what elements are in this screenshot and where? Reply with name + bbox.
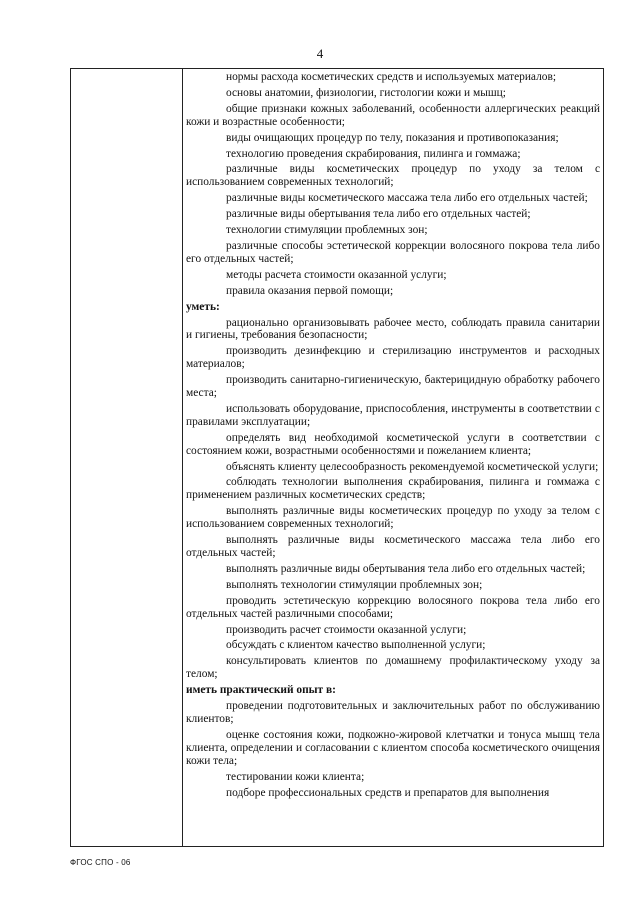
- page-number: 4: [316, 46, 324, 61]
- know-item: различные способы эстетической коррекции волосяного покрова тела либо его отдельных частей;: [186, 239, 600, 265]
- skills-item: выполнять различные виды косметических процедур по уходу за телом с использованием современных технологий;: [186, 505, 600, 531]
- know-item: основы анатомии, физиологии, гистологии кожи и мышц;: [226, 86, 506, 99]
- know-item: технологию проведения скрабирования, пилинга и гоммажа;: [226, 147, 521, 160]
- know-item: технологии стимуляции проблемных зон;: [226, 224, 428, 237]
- skills-item: определять вид необходимой косметической услуги в соответствии с состоянием кожи, возрастными особенностями и пожеланием клиента;: [186, 431, 600, 457]
- skills-item: соблюдать технологии выполнения скрабирования, пилинга и гоммажа с применением различных косметических средств;: [186, 476, 600, 502]
- skills-item: использовать оборудование, приспособления, инструменты в соответствии с правилами эксплуатации;: [186, 402, 600, 428]
- requirements-table: [70, 68, 604, 847]
- skills-heading: уметь:: [186, 300, 220, 313]
- know-item: различные виды косметических процедур по уходу за телом с использованием современных технологий;: [186, 163, 600, 189]
- know-item: виды очищающих процедур по телу, показания и противопоказания;: [226, 131, 559, 144]
- know-item: различные виды косметического массажа тела либо его отдельных частей;: [226, 192, 588, 205]
- know-item: различные виды обертывания тела либо его отдельных частей;: [226, 208, 531, 221]
- skills-list: [186, 317, 600, 682]
- skills-item: рационально организовывать рабочее место, соблюдать правила санитарии и гигиены, требования безопасности;: [186, 316, 600, 342]
- skills-item: выполнять технологии стимуляции проблемных зон;: [226, 578, 483, 591]
- know-item: нормы расхода косметических средств и используемых материалов;: [226, 71, 557, 83]
- skills-item: производить расчет стоимости оказанной услуги;: [226, 623, 467, 636]
- know-item: правила оказания первой помощи;: [226, 284, 394, 297]
- know-item: общие признаки кожных заболеваний, особенности аллергических реакций кожи и возрастные особенности;: [186, 102, 600, 128]
- page-footer: ФГОС СПО - 06: [70, 858, 131, 867]
- know-item: методы расчета стоимости оказанной услуги;: [226, 268, 447, 281]
- experience-item: проведении подготовительных и заключительных работ по обслуживанию клиентов;: [186, 700, 600, 725]
- experience-list: [186, 700, 600, 799]
- skills-item: консультировать клиентов по домашнему профилактическому уходу за телом;: [186, 655, 600, 681]
- skills-item: выполнять различные виды обертывания тела либо его отдельных частей;: [226, 562, 586, 575]
- skills-item: обсуждать с клиентом качество выполненной услуги;: [226, 639, 486, 652]
- experience-heading: иметь практический опыт в:: [186, 684, 336, 697]
- requirements-cell: [186, 71, 600, 846]
- experience-item: оценке состояния кожи, подкожно-жировой клетчатки и тонуса мышц тела клиента, определении и согласовании с клиентом способа косметического очищения кожи тела;: [186, 728, 600, 767]
- skills-item: выполнять различные виды косметического массажа тела либо его отдельных частей;: [186, 534, 600, 559]
- experience-item: подборе профессиональных средств и препаратов для выполнения: [226, 786, 550, 799]
- skills-item: объяснять клиенту целесообразность рекомендуемой косметической услуги;: [226, 460, 599, 473]
- experience-item: тестировании кожи клиента;: [226, 770, 365, 783]
- column-divider: [182, 69, 183, 846]
- skills-item: производить санитарно-гигиеническую, бактерицидную обработку рабочего места;: [186, 374, 600, 400]
- skills-item: производить дезинфекцию и стерилизацию инструментов и расходных материалов;: [186, 345, 600, 371]
- know-list: [186, 71, 600, 298]
- skills-item: проводить эстетическую коррекцию волосяного покрова тела либо его отдельных частей различными способами;: [186, 594, 600, 620]
